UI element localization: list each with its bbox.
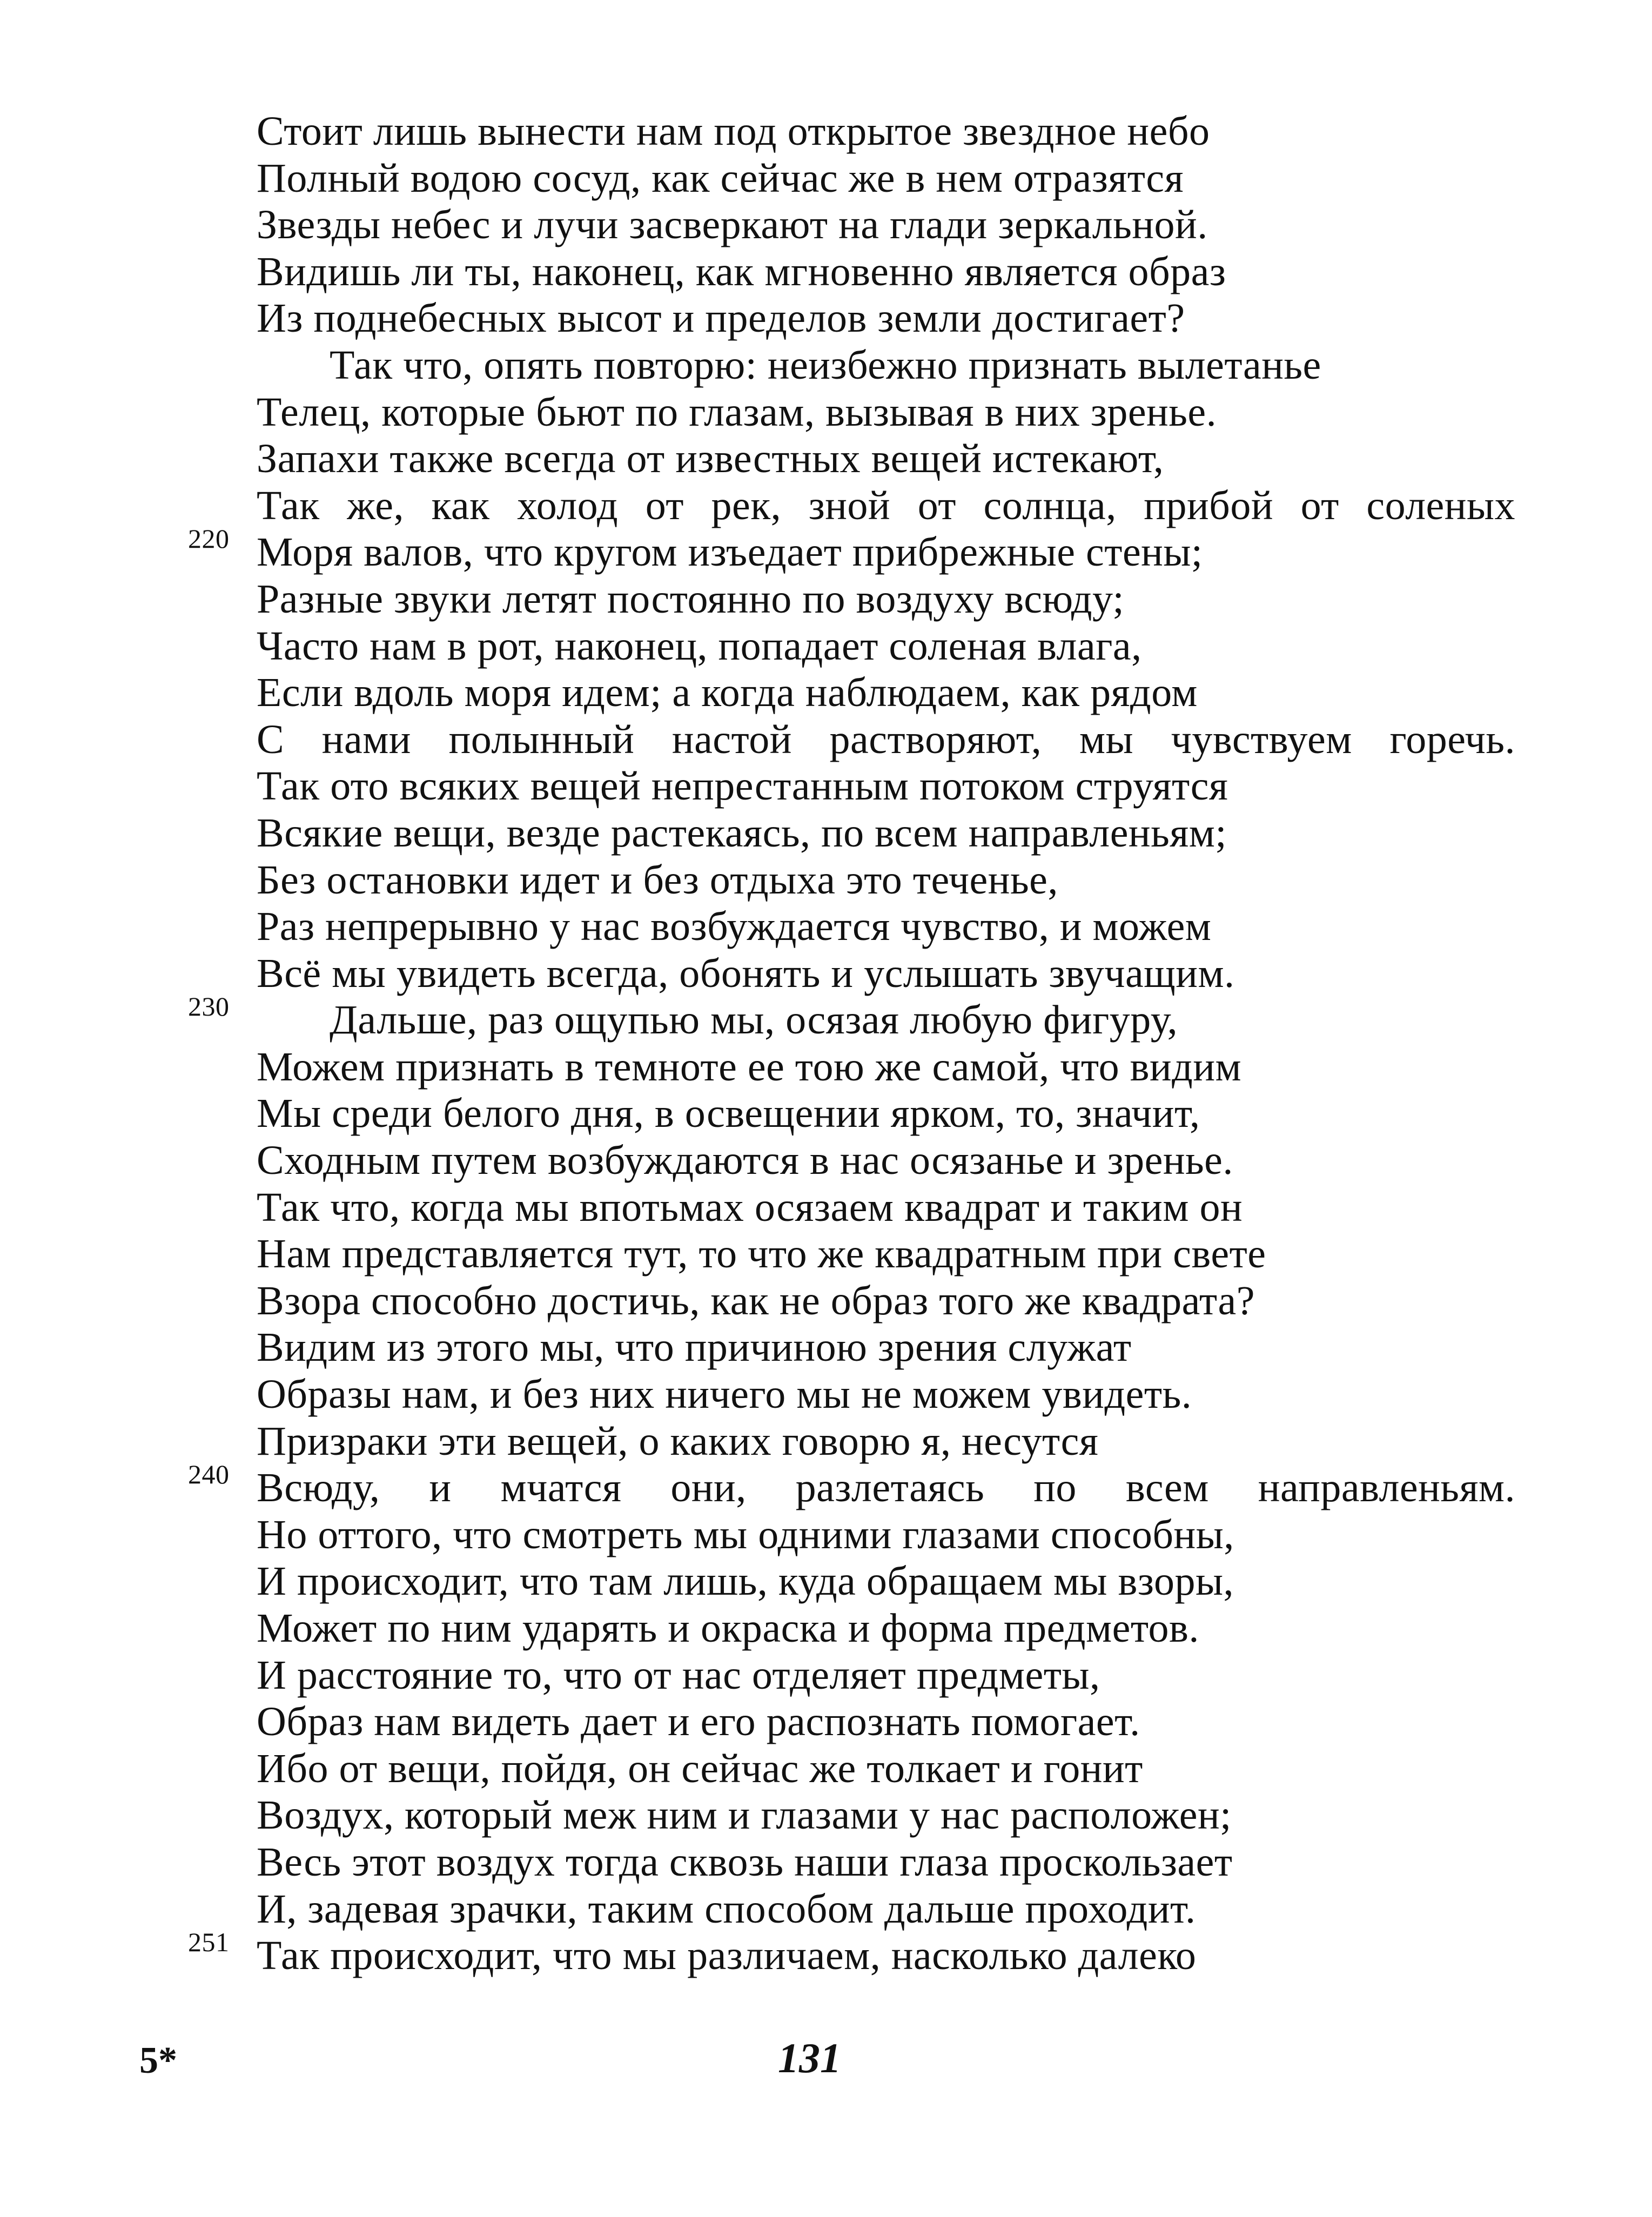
poem-line-text: Если вдоль моря идем; а когда наблюдаем, как рядом: [257, 670, 1198, 716]
poem-line-text: Звезды небес и лучи засверкают на глади зеркальной.: [257, 202, 1208, 248]
poem-text: [188, 108, 1564, 1979]
poem-line-text: Видим из этого мы, что причиною зрения служат: [257, 1325, 1132, 1370]
poem-line: [257, 1698, 1564, 1745]
poem-line-text: Так ото всяких вещей непрестанным потоком струятся: [257, 763, 1228, 809]
poem-line: [257, 1745, 1564, 1792]
printer-signature-mark: 5*: [139, 2040, 177, 2081]
poem-line: [257, 1652, 1564, 1699]
poem-line-text: Взора способно достичь, как не образ того же квадрата?: [257, 1278, 1255, 1324]
poem-line-text: Можем признать в темноте ее тою же самой, что видим: [257, 1044, 1242, 1090]
poem-line: [257, 1511, 1564, 1558]
poem-line: [257, 155, 1564, 202]
poem-line-text: Образ нам видеть дает и его распознать помогает.: [257, 1699, 1140, 1745]
poem-line-text: Без остановки идет и без отдыха это теченье,: [257, 857, 1058, 903]
poem-line: [257, 903, 1564, 950]
poem-line: [257, 248, 1564, 295]
line-number: 220: [188, 523, 230, 554]
poem-line-text: Дальше, раз ощупью мы, осязая любую фигуру,: [330, 997, 1178, 1043]
poem-line-text: Образы нам, и без них ничего мы не можем увидеть.: [257, 1372, 1192, 1417]
poem-line: [257, 1184, 1564, 1231]
poem-line: [257, 1886, 1564, 1933]
poem-line-text: И расстояние то, что от нас отделяет предметы,: [257, 1652, 1100, 1698]
poem-line: [257, 810, 1564, 857]
poem-line: [257, 295, 1564, 342]
poem-line-text: Ибо от вещи, пойдя, он сейчас же толкает и гонит: [257, 1745, 1143, 1791]
poem-line: [188, 523, 1564, 576]
poem-line: [257, 342, 1564, 389]
poem-line: [257, 950, 1564, 997]
poem-line-text: С нами полынный настой растворяют, мы чувствуем горечь.: [257, 716, 1515, 762]
line-number: 230: [188, 991, 230, 1022]
line-number: 251: [188, 1927, 230, 1958]
poem-line: [257, 1044, 1564, 1091]
poem-line-text: И происходит, что там лишь, куда обращаем мы взоры,: [257, 1558, 1234, 1604]
poem-line: [257, 1418, 1564, 1465]
poem-line: [257, 1558, 1564, 1605]
poem-line-text: Может по ним ударять и окраска и форма предметов.: [257, 1605, 1199, 1651]
poem-line-text: Телец, которые бьют по глазам, вызывая в них зренье.: [257, 389, 1217, 435]
poem-line: [257, 1371, 1564, 1418]
poem-line: [257, 1278, 1564, 1325]
poem-line: [257, 763, 1564, 810]
poem-line: [257, 201, 1564, 248]
poem-line: [257, 669, 1564, 716]
poem-line-text: Моря валов, что кругом изъедает прибрежные стены;: [257, 529, 1203, 575]
poem-line-text: Так что, опять повторю: неизбежно признать вылетанье: [330, 342, 1321, 388]
poem-line-text: Из поднебесных высот и пределов земли достигает?: [257, 295, 1185, 341]
poem-line: [188, 1459, 1564, 1511]
poem-line-text: Но оттого, что смотреть мы одними глазами способны,: [257, 1511, 1234, 1557]
poem-line: [257, 857, 1564, 904]
poem-line-text: Всюду, и мчатся они, разлетаясь по всем направленьям.: [257, 1465, 1515, 1511]
poem-line-text: Так происходит, что мы различаем, насколько далеко: [257, 1933, 1197, 1979]
poem-line-text: Всё мы увидеть всегда, обонять и услышать звучащим.: [257, 950, 1235, 996]
poem-line: [188, 991, 1564, 1044]
poem-line: [257, 389, 1564, 436]
poem-line: [257, 623, 1564, 670]
poem-line-text: Мы среди белого дня, в освещении ярком, то, значит,: [257, 1091, 1200, 1137]
poem-line: [257, 1324, 1564, 1371]
poem-line: [257, 1792, 1564, 1839]
poem-line: [257, 482, 1564, 529]
poem-line-text: И, задевая зрачки, таким способом дальше проходит.: [257, 1886, 1196, 1932]
poem-line: [188, 1927, 1564, 1979]
poem-line: [257, 1605, 1564, 1652]
poem-line: [257, 1231, 1564, 1278]
poem-line-text: Часто нам в рот, наконец, попадает соленая влага,: [257, 623, 1142, 669]
poem-line-text: Раз непрерывно у нас возбуждается чувство, и можем: [257, 904, 1212, 950]
poem-line-text: Стоит лишь вынести нам под открытое звездное небо: [257, 109, 1210, 154]
poem-line: [257, 1137, 1564, 1184]
poem-line-text: Разные звуки летят постоянно по воздуху всюду;: [257, 576, 1125, 622]
poem-line: [257, 108, 1564, 155]
poem-line-text: Запахи также всегда от известных вещей истекают,: [257, 436, 1164, 482]
poem-line-text: Полный водою сосуд, как сейчас же в нем отразятся: [257, 155, 1184, 201]
poem-line: [257, 1839, 1564, 1886]
page-number: 131: [778, 2034, 841, 2081]
poem-line-text: Всякие вещи, везде растекаясь, по всем направленьям;: [257, 810, 1227, 856]
poem-line-text: Сходным путем возбуждаются в нас осязанье и зренье.: [257, 1138, 1233, 1184]
poem-line-text: Видишь ли ты, наконец, как мгновенно является образ: [257, 248, 1226, 294]
poem-line: [257, 1090, 1564, 1137]
line-number: 240: [188, 1459, 230, 1490]
poem-line: [257, 435, 1564, 482]
poem-line-text: Так что, когда мы впотьмах осязаем квадрат и таким он: [257, 1184, 1243, 1230]
poem-line-text: Весь этот воздух тогда сквозь наши глаза проскользает: [257, 1839, 1233, 1885]
poem-line-text: Воздух, который меж ним и глазами у нас расположен;: [257, 1792, 1232, 1838]
poem-line: [257, 716, 1564, 763]
poem-line-text: Призраки эти вещей, о каких говорю я, несутся: [257, 1418, 1099, 1464]
poem-line: [257, 576, 1564, 623]
poem-line-text: Нам представляется тут, то что же квадратным при свете: [257, 1231, 1266, 1277]
poem-line-text: Так же, как холод от рек, зной от солнца, прибой от соленых: [257, 482, 1515, 528]
